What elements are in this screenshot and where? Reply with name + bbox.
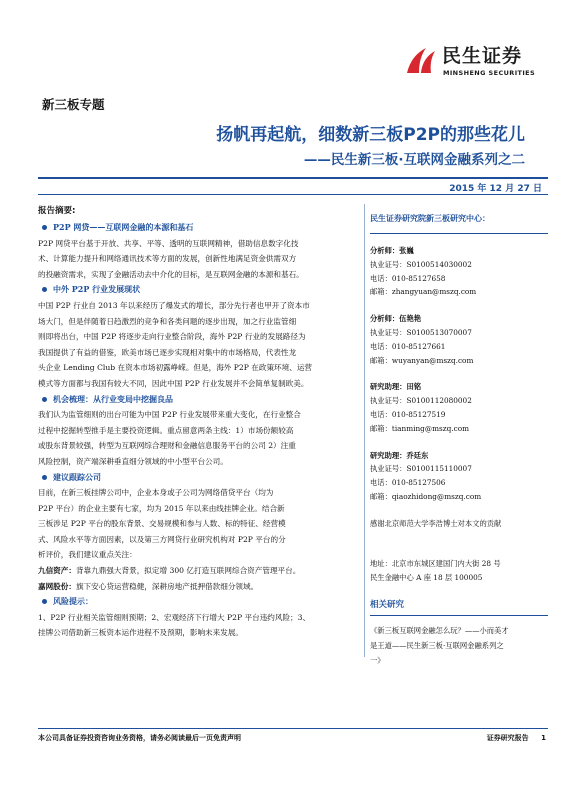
page-title: 扬帆再起航，细数新三板P2P的那些花儿	[216, 125, 525, 145]
address-block	[370, 557, 501, 585]
analyst-sidebar	[370, 211, 548, 531]
paragraph-line: 目前，在新三板挂牌公司中，企业本身或子公司为网络借贷平台（均为	[38, 488, 274, 498]
analyst-card	[370, 380, 548, 435]
related-research-heading: 相关研究	[370, 598, 548, 616]
report-type: 证券研究报告	[486, 734, 529, 742]
analyst-name: 研究助理：田铭	[370, 382, 422, 392]
paragraph-line: P2P 网贷平台基于开放、共享、平等、透明的互联网精神，借助信息数字化技	[38, 238, 299, 248]
bullet-icon	[42, 225, 47, 230]
paragraph-line: 或股东背景较强，转型为互联网综合理财和金融信息服务平台的公司 2）注重	[38, 441, 296, 451]
section-title: 中外 P2P 行业发展现状	[38, 282, 358, 298]
paragraph-line: 三板涉足 P2P 平台的股东背景、交易规模和参与人数、标的特征、经营模	[38, 519, 286, 529]
analyst-license: 执业证号：S0100115110007	[370, 464, 472, 474]
logo-chinese-text: 民生证券	[442, 45, 523, 67]
bullet-icon	[42, 287, 47, 292]
related-research-line: 是王道——民生新三板·互联网金融系列之	[370, 641, 504, 650]
section-title: 建议跟踪公司	[38, 470, 358, 486]
disclaimer-notice: 本公司具备证券投资咨询业务资格，请务必阅读最后一页免责声明	[38, 734, 241, 742]
paragraph-line: 头企业 Lending Club 在资本市场初露峥嵘。但是，海外 P2P 在政策环境、运营	[38, 363, 313, 373]
analyst-card	[370, 244, 548, 299]
bullet-icon	[42, 599, 47, 604]
page-subtitle: ——民生新三板·互联网金融系列之二	[303, 152, 525, 168]
related-research-line: 《新三板互联网金融怎么玩？——小而美才	[370, 626, 509, 635]
paragraph-line: 则即将出台，中国 P2P 将逐步走向行业整合阶段，海外 P2P 行业的发展路径为	[38, 332, 306, 342]
section-title: P2P 网贷——互联网金融的本源和基石	[38, 220, 358, 236]
analyst-phone: 电话：010-85127506	[370, 478, 446, 488]
analyst-email: 邮箱：wuyanyan@mszq.com	[370, 355, 474, 365]
analyst-license: 执业证号：S0100514030002	[370, 259, 472, 269]
analyst-license: 执业证号：S0100112080002	[370, 396, 472, 406]
paragraph-line: 我们认为监管细则的出台可能为中国 P2P 行业发展带来重大变化，在行业整合	[38, 410, 301, 420]
minsheng-logo	[404, 44, 540, 84]
address-line: 地址：北京市东城区建国门内大街 28 号	[370, 559, 501, 568]
paragraph-line: 中国 P2P 行业自 2013 年以来经历了爆发式的增长，部分先行者也甲开了资本市	[38, 300, 310, 310]
page-footer	[38, 728, 548, 744]
paragraph-line: 的投融资需求，实现了金融活动去中介化的目标，是互联网金融的本源和基石。	[38, 269, 304, 279]
date-bar	[38, 177, 548, 195]
analyst-email: 邮箱：tianming@mszq.com	[370, 423, 470, 433]
research-center-heading: 民生证券研究院新三板研究中心：	[370, 211, 548, 234]
analyst-name: 分析师：张巍	[370, 246, 414, 255]
analyst-card	[370, 312, 548, 367]
paragraph-line: 析评价，我们建议重点关注：	[38, 550, 137, 560]
paragraph-line: 式、风险水平等方面因素，以及第三方网贷行业研究机构对 P2P 平台的分	[38, 534, 286, 544]
series-tag: 新三板专题	[42, 97, 105, 112]
bullet-icon	[42, 397, 47, 402]
paragraph-line: 场大门，但是伴随着日趋激烈的竞争和各类问题的逐步出现，加之行业监管细	[38, 316, 297, 326]
analyst-email: 邮箱：zhangyuan@mszq.com	[370, 287, 477, 297]
paragraph-line: 我国提供了有益的借鉴，欧美市场已逐步实现相对集中的市场格局，代表性龙	[38, 347, 297, 357]
analyst-name: 分析师：伍艳艳	[370, 314, 422, 324]
minsheng-logo-icon	[404, 45, 438, 75]
logo-english-text: MINSHENG SECURITIES	[443, 69, 536, 77]
report-date: 2015 年 12 月 27 日	[449, 184, 542, 194]
paragraph-line: 1、P2P 行业相关监管细则预期；2、宏观经济下行增大 P2P 平台违约风险；3、	[38, 612, 311, 622]
analyst-phone: 电话：010-85127519	[370, 409, 446, 419]
paragraph-line: 模式等方面都与我国有较大不同，因此中国 P2P 行业发展并不会简单复制欧美。	[38, 378, 309, 388]
footer-right	[487, 733, 546, 743]
summary-heading: 报告摘要:	[38, 206, 76, 216]
page-number: 1	[541, 734, 546, 742]
analyst-email: 邮箱：qiaozhidong@mszq.com	[370, 491, 482, 501]
section-title: 机会梳理：从行业变局中挖掘良品	[38, 392, 358, 408]
paragraph-line: 风险控制，资产端深耕垂直细分领域的中小型平台公司。	[38, 456, 228, 466]
paragraph-line: 挂牌公司借助新三板资本运作进程不及预期，影响未来发展。	[38, 628, 244, 638]
column-divider	[364, 204, 365, 657]
stock-pick: 嘉网股份：旗下安心贷运营稳健，深耕房地产抵押借款细分领域。	[38, 581, 259, 591]
related-research-link[interactable]	[370, 623, 548, 668]
analyst-name: 研究助理：乔廷东	[370, 450, 429, 460]
paragraph-line: 术、计算能力提升和网络通讯技术等方面的发展，创新性地满足资金供需双方	[38, 254, 297, 264]
section-title: 风险提示：	[38, 594, 358, 610]
bullet-icon	[42, 475, 47, 480]
report-summary	[38, 204, 358, 641]
acknowledgement: 感谢北京师范大学李浩博士对本文的贡献	[370, 518, 502, 528]
analyst-phone: 电话：010-85127658	[370, 273, 446, 283]
analyst-card	[370, 449, 548, 504]
paragraph-line: 过程中挖掘转型推手是主要投资逻辑。重点留意两条主线：1）市场份额较高	[38, 425, 294, 435]
analyst-license: 执业证号：S0100513070007	[370, 327, 472, 337]
address-line: 民生金融中心 A 座 18 层 100005	[370, 573, 483, 582]
paragraph-line: P2P 平台）的企业主要有七家，均为 2015 年以来由线挂牌企业。结合新	[38, 503, 285, 513]
analyst-phone: 电话：010-85127661	[370, 341, 446, 351]
stock-pick: 九信资产：背靠九鼎强大背景，拟定增 300 亿打造互联网综合资产管理平台。	[38, 566, 301, 576]
related-research-line: 一》	[370, 656, 385, 665]
